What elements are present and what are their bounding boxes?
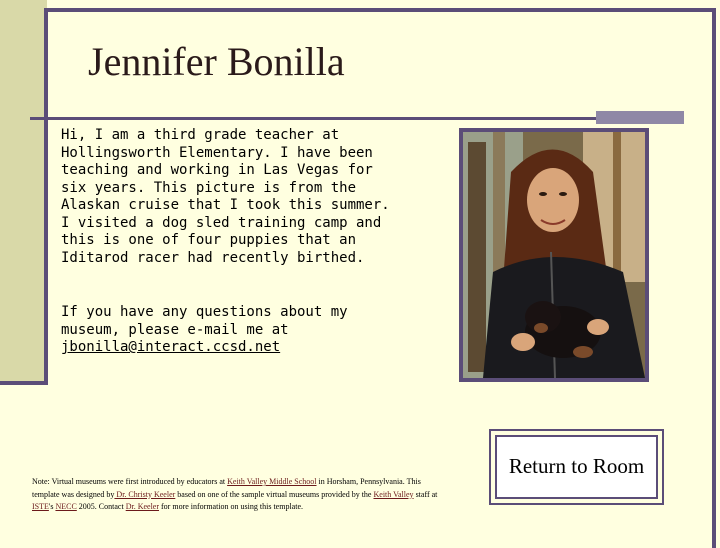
note-link-necc[interactable]: NECC xyxy=(55,502,77,511)
contact-text: If you have any questions about my museum, please e-mail me at xyxy=(61,304,348,338)
left-border-lower xyxy=(0,381,48,385)
left-decorative-band xyxy=(0,0,47,385)
right-border xyxy=(712,8,716,548)
note-text-1: Note: Virtual museums were first introduced by educators at xyxy=(32,477,228,486)
portrait-photo-icon xyxy=(463,132,645,378)
note-text-2: in Horsham, Pennsylvania. This template was designed by xyxy=(32,477,421,499)
return-button-label: Return to Room xyxy=(508,454,645,478)
title-accent-bar xyxy=(596,111,684,124)
return-to-room-button[interactable] xyxy=(489,429,664,505)
note-text-4: staff at xyxy=(413,489,438,499)
note-link-keith-valley-ms[interactable]: Keith Valley Middle School xyxy=(227,477,317,486)
portrait-photo xyxy=(459,128,649,382)
note-text-5: 's xyxy=(48,502,56,511)
note-text-3: based on one of the sample virtual museums provided by the xyxy=(175,489,374,499)
note-text-6: 2005. Contact xyxy=(76,502,126,511)
note-link-iste[interactable]: ISTE xyxy=(32,502,49,511)
note-link-keith-valley[interactable]: Keith Valley xyxy=(373,489,414,499)
title-underline xyxy=(30,117,683,120)
note-link-christy-keeler[interactable]: Dr. Christy Keeler xyxy=(114,489,176,499)
note-link-dr-keeler[interactable]: Dr. Keeler xyxy=(125,502,160,511)
email-link[interactable]: jbonilla@interact.ccsd.net xyxy=(61,339,281,355)
note-text-7: for more information on using this template. xyxy=(159,502,303,511)
top-border xyxy=(47,8,715,12)
page-title: Jennifer Bonilla xyxy=(88,39,345,84)
bio-paragraph: Hi, I am a third grade teacher at Hollingsworth Elementary. I have been teaching and working in Las Vegas for six years. This picture is from the Alaskan cruise that I took this summer. I visited a dog sled training camp and this is one of four puppies that an Iditarod racer had recently birthed. xyxy=(61,127,390,266)
footnote xyxy=(32,476,442,514)
left-border xyxy=(44,8,48,385)
contact-paragraph xyxy=(61,304,401,357)
return-button-inner xyxy=(495,435,658,499)
